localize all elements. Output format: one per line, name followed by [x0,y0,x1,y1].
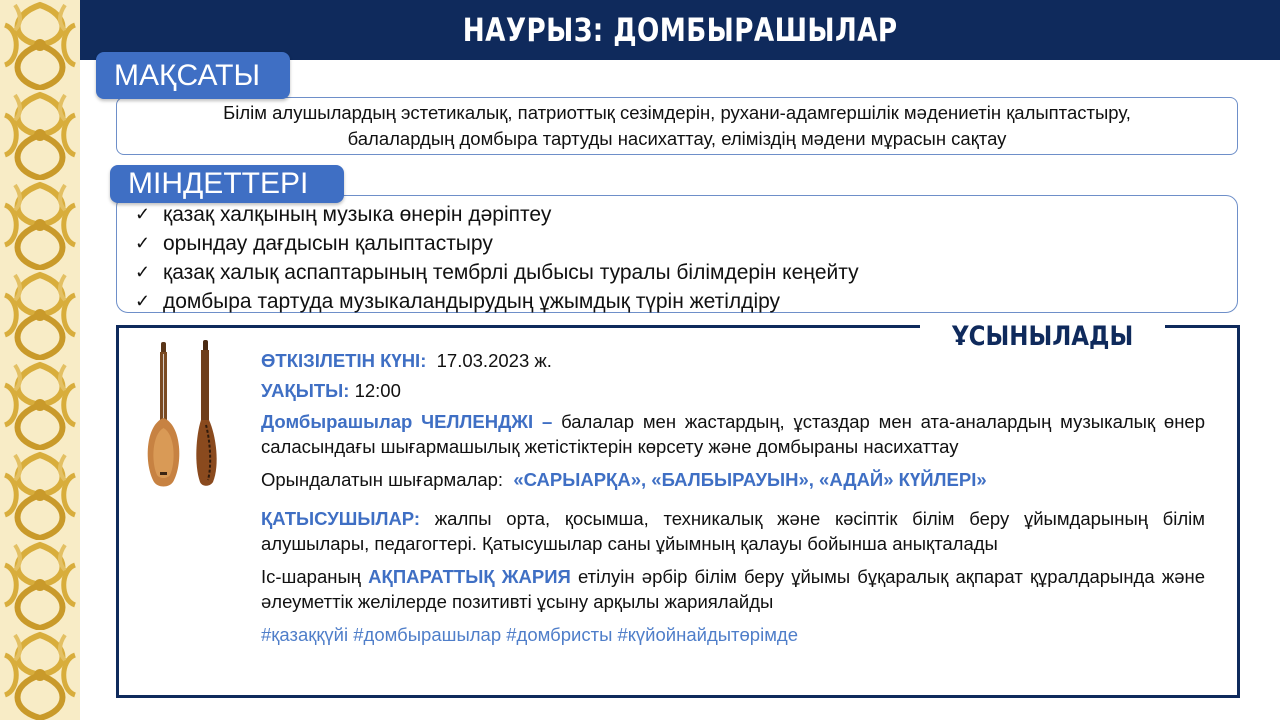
checkmark-icon: ✓ [135,262,151,282]
recommended-label [920,318,1165,354]
task-item [135,200,1237,229]
header-bar [80,0,1280,60]
participants-label: ҚАТЫСУШЫЛАР: [261,508,421,529]
dombra-icon [140,340,230,490]
hashtags: #қазаққүйі #домбырашылар #домбристы #күйойнайдытөрімде [261,624,799,645]
dombra-image [140,340,230,490]
goal-line-1: Білім алушылардың эстетикалық, патриоттық сезімдерін, рухани-адамгершілік мәдениетін қалыптастыру, [223,102,1131,123]
task-text: қазақ халқының музыка өнерін дәріптеу [163,203,552,226]
challenge-title: Домбырашылар ЧЕЛЛЕНДЖІ – [261,411,553,432]
participants-text: жалпы орта, қосымша, техникалық және кәсіптік білім беру ұйымдарының білім алушылары, педагогтері. Қатысушылар саны ұйымның қалауы бойынша анықталады [261,508,1205,554]
task-text: қазақ халық аспаптарының тембрлі дыбысы туралы білімдерін кеңейту [163,261,859,284]
task-item [135,229,1237,258]
info-text: етілуін әрбір білім беру ұйымы бұқаралық ақпарат құралдарында және әлеуметтік желілерде позитивті ұсыну арқылы жариялайды [261,566,1205,612]
goal-box [116,97,1238,155]
tasks-tab: МІНДЕТТЕРІ [110,165,344,203]
page-title: НАУРЫЗ: ДОМБЫРАШЫЛАР [462,11,898,49]
works-value: «САРЫАРҚА», «БАЛБЫРАУЫН», «АДАЙ» КҮЙЛЕРІ» [513,469,987,490]
info-bold: АҚПАРАТТЫҚ ЖАРИЯ [368,566,571,587]
recommended-label-text: ҰСЫНЫЛАДЫ [951,320,1134,352]
checkmark-icon: ✓ [135,291,151,311]
tasks-box [116,195,1238,313]
task-item [135,258,1237,287]
time-label: УАҚЫТЫ: [261,380,350,401]
participants-paragraph [261,506,1205,556]
date-value: 17.03.2023 ж. [436,350,552,371]
ornament-border [0,0,80,720]
works-label: Орындалатын шығармалар: [261,469,504,490]
kazakh-ornament-icon [0,0,80,720]
works-row [261,467,1205,492]
info-paragraph [261,564,1205,614]
checkmark-icon: ✓ [135,233,151,253]
task-item [135,287,1237,316]
tasks-list [135,200,1237,316]
goal-tab: МАҚСАТЫ [96,52,290,99]
recommended-content [261,348,1205,647]
goal-line-2: балалардың домбыра тартуды насихаттау, еліміздің мәдени мұрасын сақтау [347,128,1007,149]
task-text: орындау дағдысын қалыптастыру [163,232,493,255]
time-value: 12:00 [354,380,401,401]
info-prefix: Іс-шараның [261,566,361,587]
date-label: ӨТКІЗІЛЕТІН КҮНІ: [261,350,427,371]
challenge-text: балалар мен жастардың, ұстаздар мен ата-аналардың музыкалық өнер саласындағы шығармашылық жетістіктерін көрсету және домбыраны насихаттау [261,411,1205,457]
task-text: домбыра тартуда музыкаландырудың ұжымдық түрін жетілдіру [163,290,781,313]
challenge-paragraph [261,409,1205,459]
checkmark-icon: ✓ [135,204,151,224]
time-row [261,378,1205,403]
